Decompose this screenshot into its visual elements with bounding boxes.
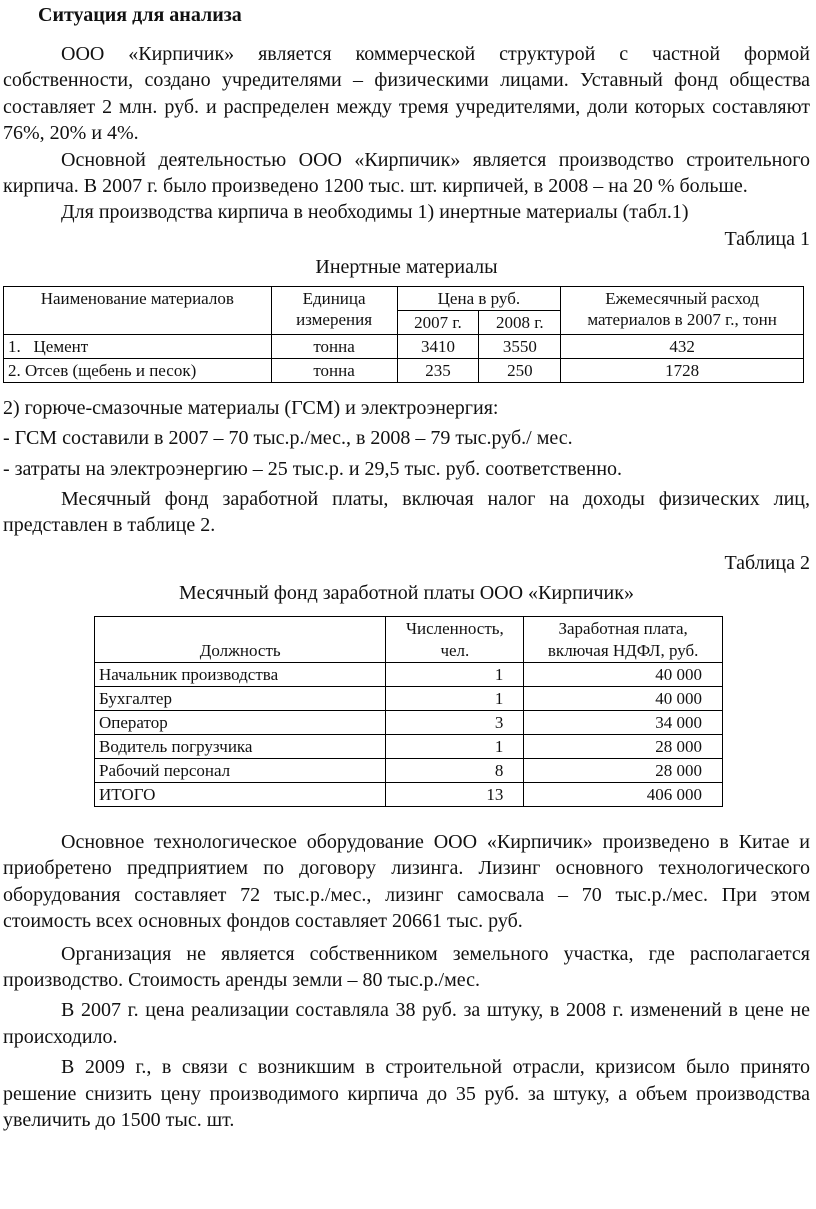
cell-price-2007: 3410	[397, 334, 479, 358]
cell-salary: 40 000	[524, 686, 723, 710]
table-row	[4, 358, 804, 382]
paragraph-land-lease: Организация не является собственником земельного участка, где располагается производство. Стоимость аренды земли – 80 тыс.р./мес.	[3, 942, 810, 991]
table-header-row	[95, 616, 723, 662]
cell-consumption: 1728	[561, 358, 804, 382]
table-row	[95, 662, 723, 686]
table-row	[95, 710, 723, 734]
header-price: Цена в руб.	[397, 286, 561, 310]
paragraph-energy-cost: - затраты на электроэнергию – 25 тыс.р. и 29,5 тыс. руб. соответственно.	[3, 457, 623, 480]
paragraph-crisis-2009: В 2009 г., в связи с возникшим в строительной отрасли, кризисом было принято решение снизить цену производимого кирпича до 35 руб. за штуку, а объем производства увеличить до 1500 тыс. шт.	[3, 1056, 810, 1131]
paragraph-fuel-cost: - ГСМ составили в 2007 – 70 тыс.р./мес., в 2008 – 79 тыс.руб./ мес.	[3, 427, 573, 450]
cell-count: 13	[386, 782, 524, 806]
paragraph-materials-intro: Для производства кирпича в необходимы 1) инертные материалы (табл.1)	[61, 201, 689, 224]
cell-count: 1	[386, 686, 524, 710]
cell-position: Бухгалтер	[95, 686, 386, 710]
payroll-table	[94, 616, 723, 807]
header-material-name: Наименование материалов	[4, 286, 272, 334]
cell-position: ИТОГО	[95, 782, 386, 806]
paragraph-activity: Основной деятельностью ООО «Кирпичик» является производство строительного кирпича. В 2007 г. было произведено 1200 тыс. шт. кирпичей, в 2008 – на 20 % больше.	[3, 148, 810, 198]
paragraph-fuel-energy: 2) горюче-смазочные материалы (ГСМ) и электроэнергия:	[3, 396, 499, 419]
table-row	[95, 734, 723, 758]
cell-salary: 406 000	[524, 782, 723, 806]
table-row	[4, 334, 804, 358]
table2-label: Таблица 2	[724, 551, 810, 574]
table1-title: Инертные материалы	[315, 255, 498, 278]
cell-price-2008: 250	[479, 358, 561, 382]
header-consumption: Ежемесячный расход материалов в 2007 г., тонн	[561, 286, 804, 334]
cell-price-2008: 3550	[479, 334, 561, 358]
cell-unit: тонна	[271, 358, 397, 382]
header-price-2007: 2007 г.	[397, 310, 479, 334]
cell-position: Оператор	[95, 710, 386, 734]
cell-material-name: 1. Цемент	[4, 334, 272, 358]
cell-salary: 28 000	[524, 734, 723, 758]
cell-salary: 34 000	[524, 710, 723, 734]
paragraph-price-2007: В 2007 г. цена реализации составляла 38 руб. за штуку, в 2008 г. изменений в цене не происходило.	[3, 999, 810, 1048]
cell-count: 1	[386, 734, 524, 758]
table2-title: Месячный фонд заработной платы ООО «Кирпичик»	[179, 581, 634, 604]
cell-price-2007: 235	[397, 358, 479, 382]
cell-count: 3	[386, 710, 524, 734]
paragraph-equipment-leasing: Основное технологическое оборудование ООО «Кирпичик» произведено в Китае и приобретено предприятием по договору лизинга. Лизинг основного технологического оборудования составляет 72 тыс.р./мес., лизинг самосвала – 70 тыс.р./мес. При этом стоимость всех основных фондов составляет 20661 тыс. руб.	[3, 830, 810, 933]
cell-position: Начальник производства	[95, 662, 386, 686]
cell-material-name: 2. Отсев (щебень и песок)	[4, 358, 272, 382]
table-row	[95, 758, 723, 782]
paragraph-ownership: ООО «Кирпичик» является коммерческой структурой с частной формой собственности, создано учредителями – физическими лицами. Уставный фонд общества составляет 2 млн. руб. и распределен между тремя учредителями, доли которых составляют 76%, 20% и 4%.	[3, 43, 810, 145]
table1-label: Таблица 1	[724, 227, 810, 250]
cell-count: 1	[386, 662, 524, 686]
header-price-2008: 2008 г.	[479, 310, 561, 334]
cell-unit: тонна	[271, 334, 397, 358]
cell-salary: 40 000	[524, 662, 723, 686]
header-salary: Заработная плата, включая НДФЛ, руб.	[524, 616, 723, 662]
inert-materials-table	[3, 286, 804, 383]
table-header-row	[4, 286, 804, 310]
cell-salary: 28 000	[524, 758, 723, 782]
paragraph-payroll-intro: Месячный фонд заработной платы, включая налог на доходы физических лиц, представлен в таблице 2.	[3, 488, 810, 537]
table-row-total	[95, 782, 723, 806]
table-row	[95, 686, 723, 710]
cell-count: 8	[386, 758, 524, 782]
header-count: Численность, чел.	[386, 616, 524, 662]
header-unit: Единица измерения	[271, 286, 397, 334]
cell-position: Водитель погрузчика	[95, 734, 386, 758]
cell-position: Рабочий персонал	[95, 758, 386, 782]
header-position: Должность	[95, 616, 386, 662]
cell-consumption: 432	[561, 334, 804, 358]
document-heading: Ситуация для анализа	[38, 4, 242, 26]
